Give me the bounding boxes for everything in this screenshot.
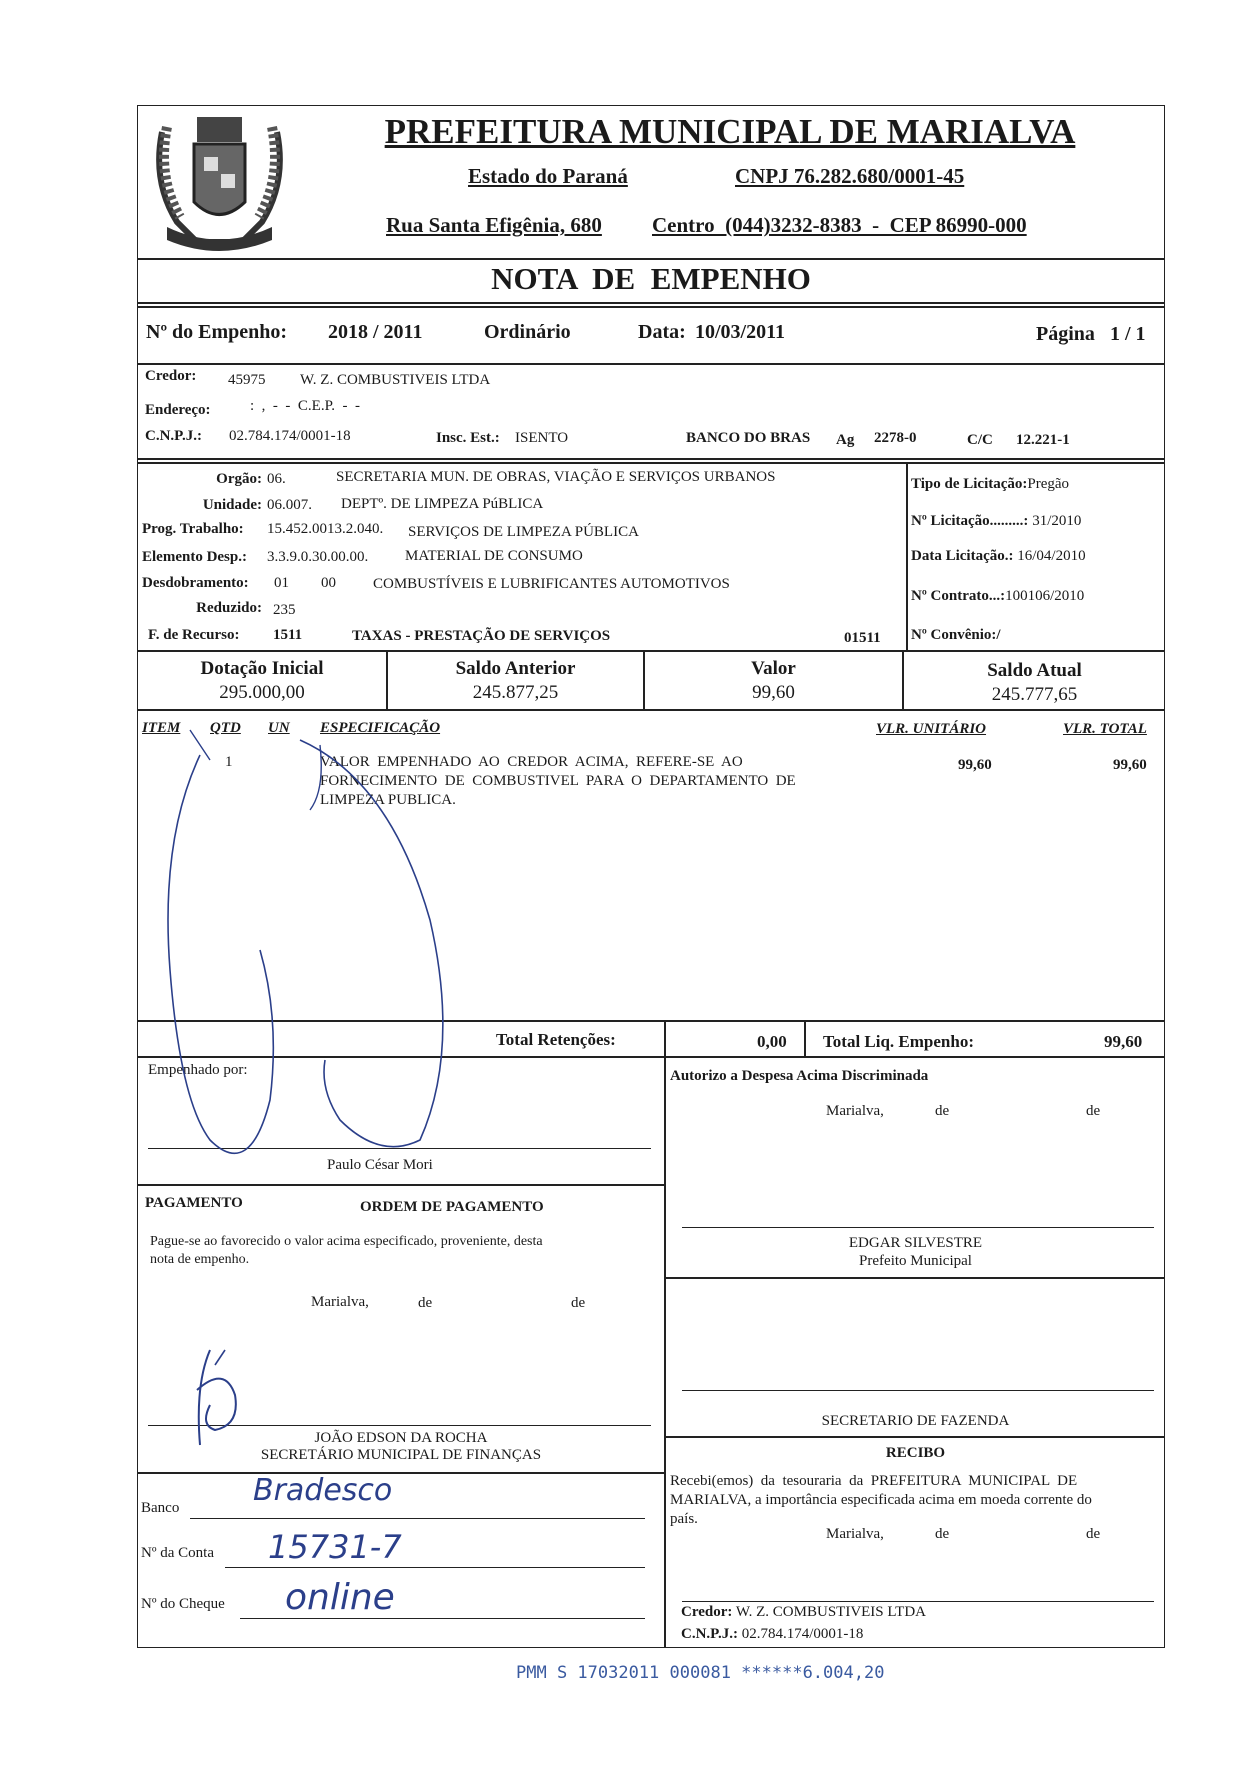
page-label: Página (1036, 323, 1095, 345)
credor-label: Credor: (145, 368, 197, 384)
insc-value: ISENTO (515, 430, 569, 446)
item-desc-line1: VALOR EMPENHADO AO CREDOR ACIMA, REFERE-SE AO (320, 754, 743, 770)
coat-of-arms-logo (142, 102, 297, 257)
bank-name: BANCO DO BRAS (686, 430, 811, 446)
licitacao-number-label: Nº Licitação.........: (911, 513, 1029, 529)
account-label: C/C (967, 432, 993, 448)
reduzido-label: Reduzido: (196, 600, 262, 616)
cheque-handwriting: online (285, 1577, 395, 1618)
recibo-city: Marialva, (826, 1526, 884, 1542)
divider (137, 1472, 665, 1474)
elemento-label: Elemento Desp.: (142, 549, 247, 565)
credor-code: 45975 (228, 372, 266, 388)
prog-label: Prog. Trabalho: (142, 521, 244, 537)
divider (665, 1436, 1165, 1438)
desdobramento-desc: COMBUSTÍVEIS E LUBRIFICANTES AUTOMOTIVOS (373, 576, 730, 592)
empenho-number-label: Nº do Empenho: (146, 321, 288, 343)
recibo-line2: MARIALVA, a importância especificada acima em moeda corrente do (670, 1492, 1092, 1508)
conta-label: Nº da Conta (141, 1545, 214, 1561)
licitacao-type-label-text: Tipo de Licitação: (911, 476, 1028, 492)
recurso-number: 01511 (844, 630, 881, 646)
empenhado-por-label: Empenhado por: (148, 1062, 248, 1078)
recibo-line1: Recebi(emos) da tesouraria da PREFEITURA MUNICIPAL DE (670, 1473, 1078, 1489)
banco-label: Banco (141, 1500, 180, 1516)
col-especificacao: ESPECIFICAÇÃO (320, 720, 441, 736)
empenho-number: 2018 / 2011 (328, 321, 423, 343)
banco-line (190, 1518, 645, 1519)
recurso-desc: TAXAS - PRESTAÇÃO DE SERVIÇOS (352, 628, 611, 644)
autorizo-de1: de (935, 1103, 950, 1119)
divider (137, 258, 1165, 260)
col-vlr-unitario: VLR. UNITÁRIO (876, 721, 987, 737)
item-vlr-unit: 99,60 (958, 757, 992, 773)
autorizo-label: Autorizo a Despesa Acima Discriminada (670, 1068, 929, 1084)
prog-desc: SERVIÇOS DE LIMPEZA PÚBLICA (408, 524, 639, 540)
liq-label: Total Liq. Empenho: (823, 1032, 974, 1051)
pagamento-de2: de (571, 1295, 586, 1311)
divider (665, 1277, 1165, 1279)
recurso-label: F. de Recurso: (148, 627, 240, 643)
prefeito-name: EDGAR SILVESTRE (848, 1235, 983, 1251)
unidade-desc: DEPTº. DE LIMPEZA PúBLICA (341, 496, 544, 512)
document-title: NOTA DE EMPENHO (491, 261, 811, 296)
footer-cnpj-value: 02.784.174/0001-18 (741, 1626, 864, 1642)
page-title: PREFEITURA MUNICIPAL DE MARIALVA (384, 112, 1076, 151)
saldo-anterior-label: Saldo Anterior (455, 658, 576, 679)
footer-credor-name: W. Z. COMBUSTIVEIS LTDA (735, 1604, 927, 1620)
footer-credor (681, 1604, 926, 1621)
pague-line1: Pague-se ao favorecido o valor acima especificado, proveniente, desta (150, 1234, 543, 1249)
reduzido-value: 235 (273, 602, 296, 618)
banco-handwriting: Bradesco (253, 1473, 393, 1508)
recibo-de2: de (1086, 1526, 1101, 1542)
licitacao-number (911, 513, 1081, 530)
date-value: 10/03/2011 (695, 321, 786, 343)
licitacao-type-label (911, 476, 1069, 493)
saldo-atual-label: Saldo Atual (987, 660, 1082, 681)
signature-line (682, 1390, 1154, 1391)
empenhado-name: Paulo César Mori (327, 1157, 433, 1173)
signature-line (682, 1601, 1154, 1602)
prefeito-title: Prefeito Municipal (859, 1253, 972, 1269)
orgao-desc: SECRETARIA MUN. DE OBRAS, VIAÇÃO E SERVIÇOS URBANOS (336, 469, 776, 485)
cnpj-label: C.N.P.J.: (145, 428, 202, 444)
recurso-code: 1511 (273, 627, 303, 643)
licitacao-date-value: 16/04/2010 (1017, 548, 1086, 564)
contact-text: Centro (044)3232-8383 - CEP 86990-000 (652, 213, 1027, 237)
autorizo-de2: de (1086, 1103, 1101, 1119)
retencoes-value: 0,00 (757, 1032, 787, 1051)
joao-name: JOÃO EDSON DA ROCHA (314, 1430, 488, 1446)
page-value: 1 / 1 (1110, 323, 1146, 345)
cnpj-value: 02.784.174/0001-18 (229, 428, 351, 444)
address-text: Rua Santa Efigênia, 680 (386, 213, 602, 237)
liq-value: 99,60 (1104, 1032, 1143, 1051)
secretario-fazenda: SECRETARIO DE FAZENDA (821, 1413, 1010, 1429)
pague-line2: nota de empenho. (150, 1252, 250, 1267)
divider (137, 709, 1165, 711)
divider (137, 462, 1165, 464)
elemento-desc: MATERIAL DE CONSUMO (405, 548, 583, 564)
credor-name: W. Z. COMBUSTIVEIS LTDA (300, 372, 491, 388)
orgao-label: Orgão: (216, 471, 262, 487)
unidade-code: 06.007. (267, 497, 312, 513)
divider (137, 302, 1165, 304)
cnpj-text: CNPJ 76.282.680/0001-45 (735, 164, 965, 188)
col-qtd: QTD (210, 720, 241, 736)
saldo-anterior-value: 245.877,25 (472, 682, 559, 703)
autorizo-city: Marialva, (826, 1103, 884, 1119)
desdobramento-a: 01 (274, 575, 289, 591)
insc-label: Insc. Est.: (436, 430, 500, 446)
signature-scribble-large (150, 720, 470, 1170)
licitacao-date-label: Data Licitação.: (911, 548, 1014, 564)
item-desc-line2: FORNECIMENTO DE COMBUSTIVEL PARA O DEPARTAMENTO DE (320, 773, 796, 789)
divider (137, 363, 1165, 365)
ordem-label: ORDEM DE PAGAMENTO (360, 1199, 544, 1215)
saldo-atual-value: 245.777,65 (991, 684, 1078, 705)
unidade-label: Unidade: (202, 497, 262, 513)
date-label: Data: (638, 321, 686, 343)
divider (137, 458, 1165, 460)
empenho-type: Ordinário (484, 321, 571, 343)
address-value: : , - - C.E.P. - - (250, 398, 360, 414)
col-item: ITEM (142, 720, 181, 736)
agency-value: 2278-0 (874, 430, 917, 446)
signature-scribble-secretario (185, 1345, 265, 1455)
contrato-value: 100106/2010 (1005, 588, 1085, 604)
desdobramento-b: 00 (321, 575, 336, 591)
retencoes-label: Total Retenções: (496, 1030, 616, 1049)
pagamento-city: Marialva, (311, 1294, 369, 1310)
pagamento-de1: de (418, 1295, 433, 1311)
pagamento-label: PAGAMENTO (145, 1195, 243, 1211)
licitacao-number-value: 31/2010 (1032, 513, 1082, 529)
orgao-code: 06. (267, 471, 286, 487)
divider (664, 1057, 666, 1648)
agency-label: Ag (836, 432, 855, 448)
footer-cnpj (681, 1626, 863, 1643)
signature-line (682, 1227, 1154, 1228)
desdobramento-label: Desdobramento: (142, 575, 249, 591)
licitacao-date (911, 548, 1086, 565)
licitacao-type-value: Pregão (1027, 476, 1070, 492)
recibo-de1: de (935, 1526, 950, 1542)
payment-stamp: PMM S 17032011 000081 ******6.004,20 (516, 1663, 885, 1683)
conta-line (225, 1567, 645, 1568)
convenio-label: Nº Convênio:/ (911, 627, 1001, 643)
recibo-line3: país. (670, 1511, 698, 1527)
dotacao-label: Dotação Inicial (200, 658, 324, 679)
divider (664, 1021, 666, 1057)
divider (137, 306, 1165, 308)
valor-label: Valor (751, 658, 796, 679)
item-qtd: 1 (225, 754, 233, 770)
footer-cnpj-label: C.N.P.J.: (681, 1626, 738, 1642)
dotacao-value: 295.000,00 (219, 682, 305, 703)
conta-handwriting: 15731-7 (268, 1528, 402, 1566)
divider (137, 650, 1165, 652)
divider (137, 1184, 665, 1186)
prog-code: 15.452.0013.2.040. (267, 521, 384, 537)
account-value: 12.221-1 (1016, 432, 1070, 448)
joao-title: SECRETÁRIO MUNICIPAL DE FINANÇAS (260, 1447, 542, 1463)
cheque-line (240, 1618, 645, 1619)
state-text: Estado do Paraná (468, 164, 628, 188)
contrato-label: Nº Contrato...: (911, 588, 1006, 604)
cheque-label: Nº do Cheque (141, 1596, 225, 1612)
contrato (911, 588, 1084, 605)
item-desc-line3: LIMPEZA PUBLICA. (320, 792, 456, 808)
valor-value: 99,60 (752, 682, 795, 703)
recibo-title: RECIBO (885, 1445, 946, 1461)
divider (804, 1021, 806, 1057)
col-vlr-total: VLR. TOTAL (1063, 721, 1147, 737)
address-label: Endereço: (145, 402, 211, 418)
divider (906, 463, 908, 650)
elemento-code: 3.3.9.0.30.00.00. (267, 549, 369, 565)
col-un: UN (268, 720, 290, 736)
item-vlr-total: 99,60 (1113, 757, 1147, 773)
footer-credor-label: Credor: (681, 1604, 733, 1620)
